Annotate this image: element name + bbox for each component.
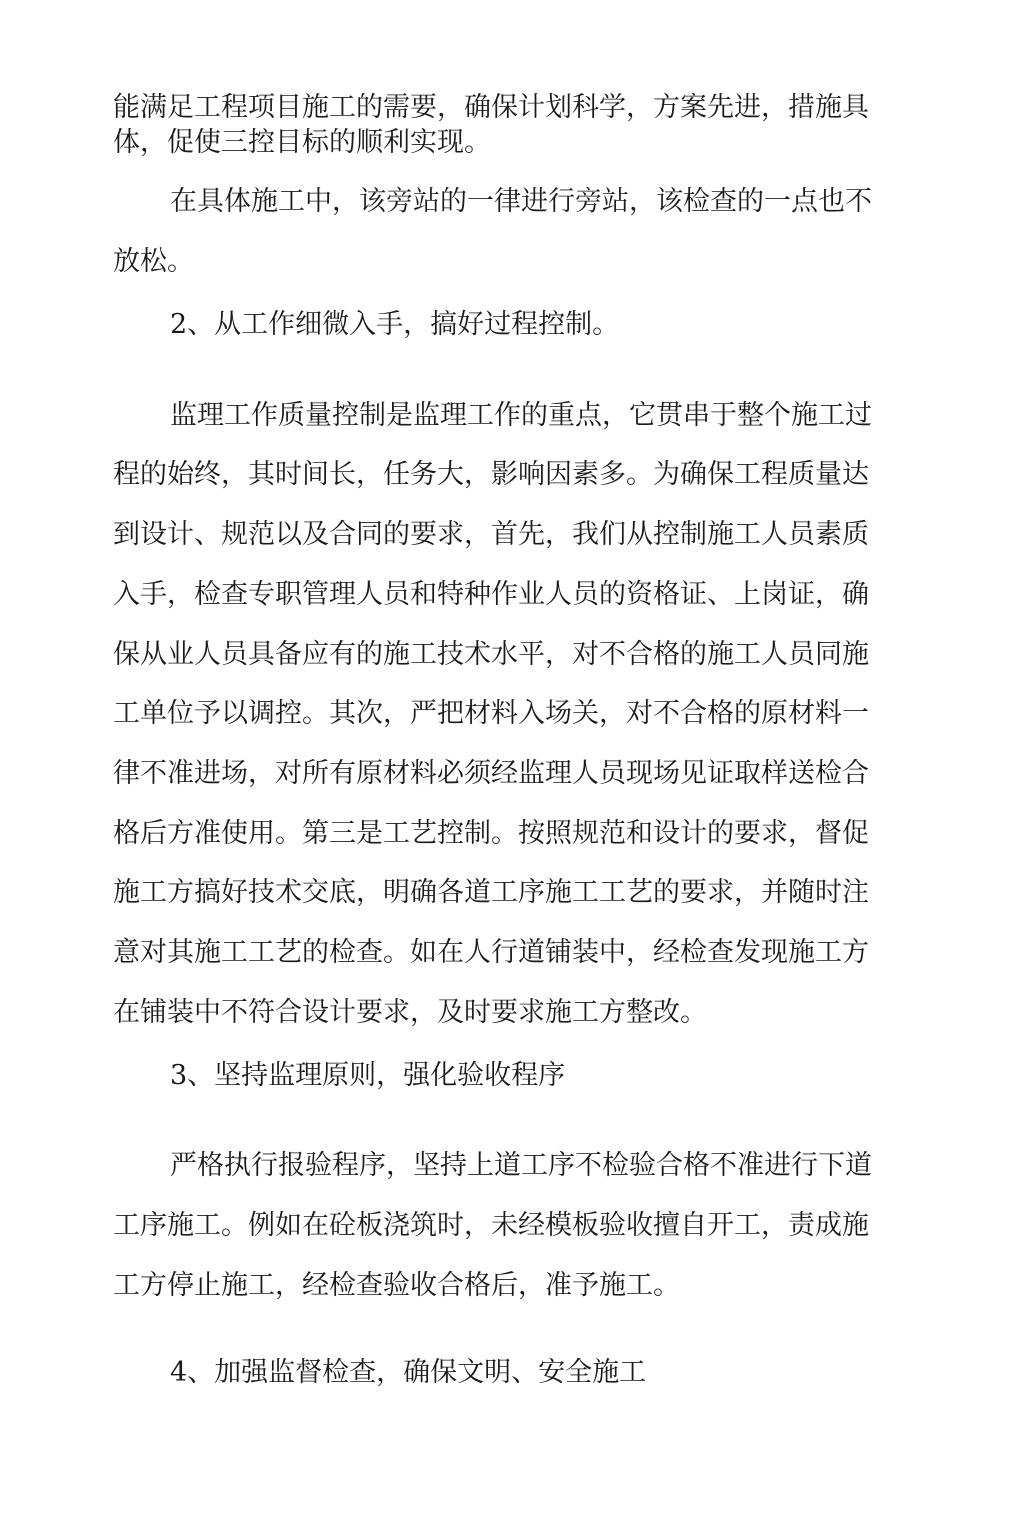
text-line: 工单位予以调控。其次，严把材料入场关，对不合格的原材料一 <box>113 698 869 729</box>
text-line: 律不准进场，对所有原材料必须经监理人员现场见证取样送检合 <box>113 758 869 789</box>
text-line: 在具体施工中，该旁站的一律进行旁站，该检查的一点也不 <box>170 186 872 217</box>
section-heading: 3、坚持监理原则，强化验收程序 <box>170 1060 566 1091</box>
text-line: 能满足工程项目施工的需要，确保计划科学，方案先进，措施具 <box>113 92 869 123</box>
text-line: 体，促使三控目标的顺利实现。 <box>113 127 491 158</box>
text-line: 在铺装中不符合设计要求，及时要求施工方整改。 <box>113 997 707 1028</box>
text-line: 保从业人员具备应有的施工技术水平，对不合格的施工人员同施 <box>113 639 869 670</box>
section-heading: 2、从工作细微入手，搞好过程控制。 <box>170 309 620 340</box>
text-line: 程的始终，其时间长，任务大，影响因素多。为确保工程质量达 <box>113 459 869 490</box>
text-line: 放松。 <box>113 246 194 277</box>
text-line: 入手，检查专职管理人员和特种作业人员的资格证、上岗证，确 <box>113 579 869 610</box>
section-heading: 4、加强监督检查，确保文明、安全施工 <box>170 1357 647 1388</box>
text-line: 施工方搞好技术交底，明确各道工序施工工艺的要求，并随时注 <box>113 877 869 908</box>
text-line: 到设计、规范以及合同的要求，首先，我们从控制施工人员素质 <box>113 519 869 550</box>
text-line: 监理工作质量控制是监理工作的重点，它贯串于整个施工过 <box>170 400 872 431</box>
text-line: 意对其施工工艺的检查。如在人行道铺装中，经检查发现施工方 <box>113 937 869 968</box>
text-line: 格后方准使用。第三是工艺控制。按照规范和设计的要求，督促 <box>113 818 869 849</box>
text-line: 工序施工。例如在砼板浇筑时，未经模板验收擅自开工，责成施 <box>113 1210 869 1241</box>
text-line: 严格执行报验程序，坚持上道工序不检验合格不准进行下道 <box>170 1150 872 1181</box>
text-line: 工方停止施工，经检查验收合格后，准予施工。 <box>113 1270 680 1301</box>
